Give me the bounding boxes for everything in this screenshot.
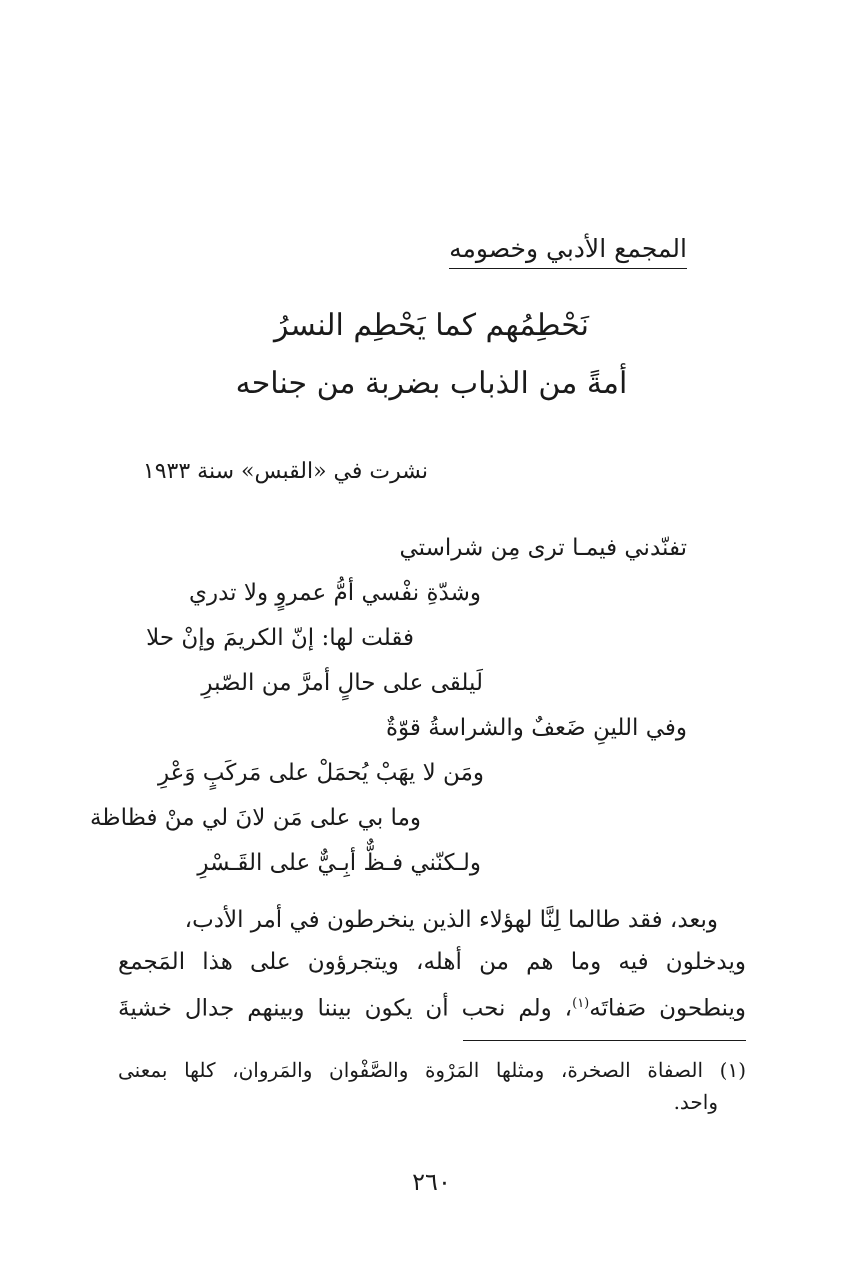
headline-line-1: نَحْطِمُهم كما يَحْطِم النسرُ [274, 308, 589, 343]
prose-line: ويدخلون فيه وما هم من أهله، ويتجرؤون على هذا المَجمع [118, 949, 746, 975]
verse-line: تفنّدني فيمـا ترى مِن شراستي [399, 535, 687, 561]
verse-line: فقلت لها: إنّ الكريمَ وإنْ حلا [146, 625, 414, 651]
verse-line: ومَن لا يهَبْ يُحمَلْ على مَركَبٍ وَعْرِ [157, 760, 484, 786]
verse-line: وما بي على مَن لانَ لي منْ فظاظة [89, 805, 421, 831]
publication-note: نشرت في «القبس» سنة ١٩٣٣ [142, 459, 428, 484]
verse-line: وفي اللينِ ضَعفٌ والشراسةُ قوّةٌ [385, 715, 687, 741]
footnote-marker: (١) [572, 996, 590, 1011]
verse-line: لَيلقى على حالٍ أمرَّ من الصّبرِ [201, 670, 483, 696]
verse-line: ولـكنّني فـظٌّ أبِـيٌّ على القَـسْرِ [197, 850, 481, 876]
section-title: المجمع الأدبي وخصومه [449, 232, 687, 269]
page-number: ٢٦٠ [412, 1168, 451, 1196]
headline-line-2: أمةً من الذباب بضربة من جناحه [235, 366, 628, 401]
prose-line: وبعد، فقد طالما لِنَّا لهؤلاء الذين ينخرطون في أمر الأدب، [184, 907, 718, 933]
footnote-line: واحد. [673, 1090, 718, 1114]
prose-line: وينطحون صَفاتَه$^{(١)}$، ولم نحب أن يكون بيننا وبينهم جدال خشيةَ [118, 995, 747, 1022]
footnote-separator [463, 1040, 746, 1041]
footnote-line: (١) الصفاة الصخرة، ومثلها المَرْوة والصَّفْوان والمَروان، كلها بمعنى [118, 1058, 746, 1082]
verse-line: وشدّةِ نفْسي أمُّ عمروٍ ولا تدري [188, 580, 481, 606]
